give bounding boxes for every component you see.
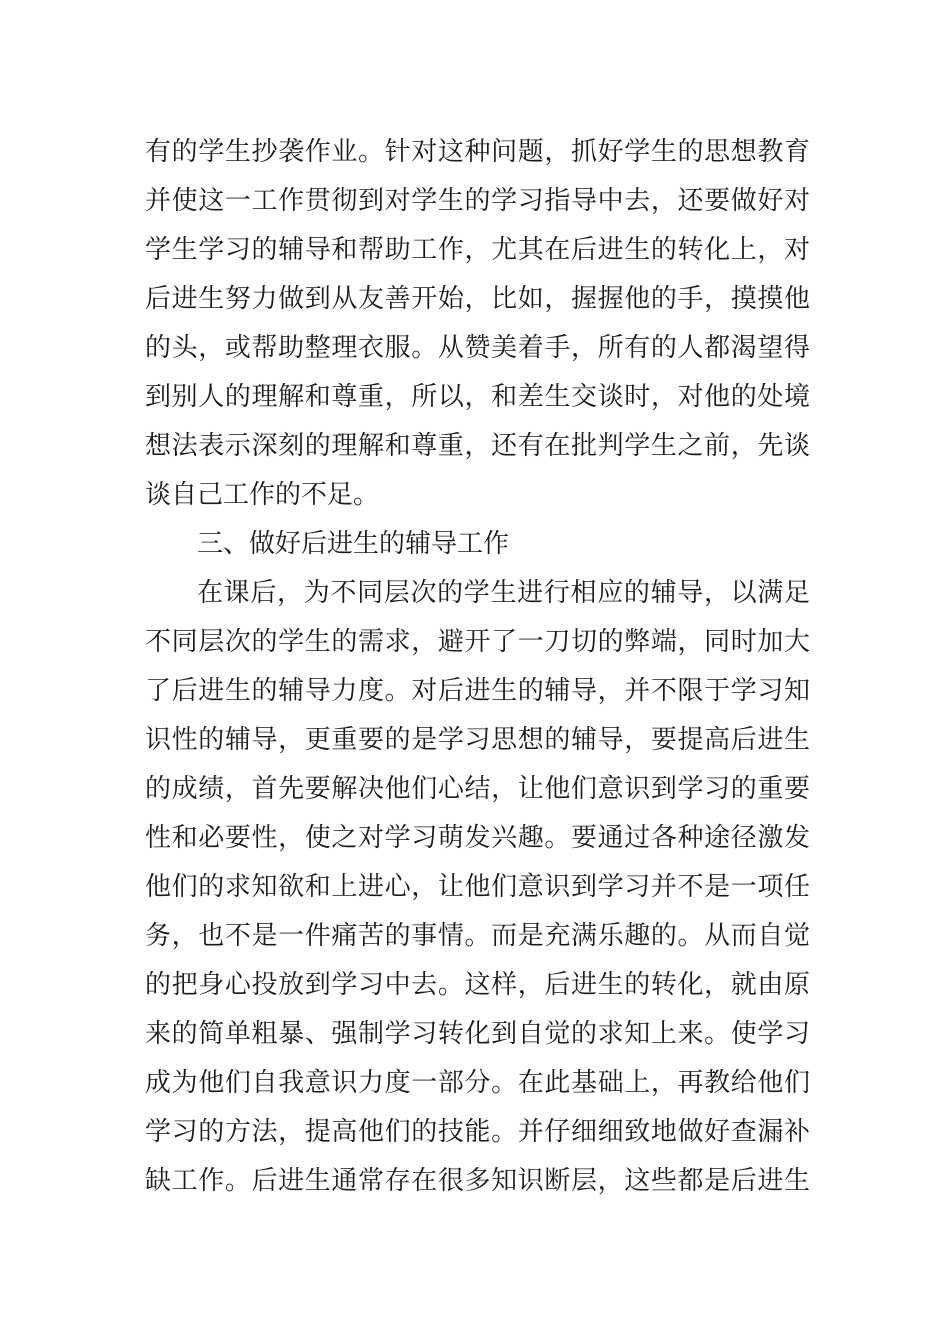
paragraph-line: 的头，或帮助整理衣服。从赞美着手，所有的人都渴望得 [145,333,810,363]
paragraph-line: 了后进生的辅导力度。对后进生的辅导，并不限于学习知 [145,676,810,706]
document-body [145,128,810,1206]
paragraph-line: 成为他们自我意识力度一部分。在此基础上，再教给他们 [145,1068,810,1098]
paragraph-line: 学习的方法，提高他们的技能。并仔细细致地做好查漏补 [145,1117,810,1147]
paragraph-line: 来的简单粗暴、强制学习转化到自觉的求知上来。使学习 [145,1019,810,1049]
paragraph-line: 学生学习的辅导和帮助工作，尤其在后进生的转化上，对 [145,235,810,265]
paragraph-line: 性和必要性，使之对学习萌发兴趣。要通过各种途径激发 [145,823,810,853]
paragraph-line: 务，也不是一件痛苦的事情。而是充满乐趣的。从而自觉 [145,921,810,951]
paragraph-line: 的成绩，首先要解决他们心结，让他们意识到学习的重要 [145,774,810,804]
paragraph-line: 想法表示深刻的理解和尊重，还有在批判学生之前，先谈 [145,431,810,461]
paragraph-line: 谈自己工作的不足。 [145,480,380,510]
paragraph-line: 识性的辅导，更重要的是学习思想的辅导，要提高后进生 [145,725,810,755]
paragraph-line: 不同层次的学生的需求，避开了一刀切的弊端，同时加大 [145,627,810,657]
paragraph-line: 有的学生抄袭作业。针对这种问题，抓好学生的思想教育 [145,137,810,167]
section-heading: 三、做好后进生的辅导工作 [197,529,510,559]
paragraph-line: 在课后，为不同层次的学生进行相应的辅导，以满足 [197,578,810,608]
paragraph-line: 后进生努力做到从友善开始，比如，握握他的手，摸摸他 [145,284,810,314]
paragraph-line: 他们的求知欲和上进心，让他们意识到学习并不是一项任 [145,872,810,902]
paragraph-line: 缺工作。后进生通常存在很多知识断层，这些都是后进生 [145,1166,810,1196]
paragraph-line: 的把身心投放到学习中去。这样，后进生的转化，就由原 [145,970,810,1000]
paragraph-line: 并使这一工作贯彻到对学生的学习指导中去，还要做好对 [145,186,810,216]
paragraph-line: 到别人的理解和尊重，所以，和差生交谈时，对他的处境 [145,382,810,412]
